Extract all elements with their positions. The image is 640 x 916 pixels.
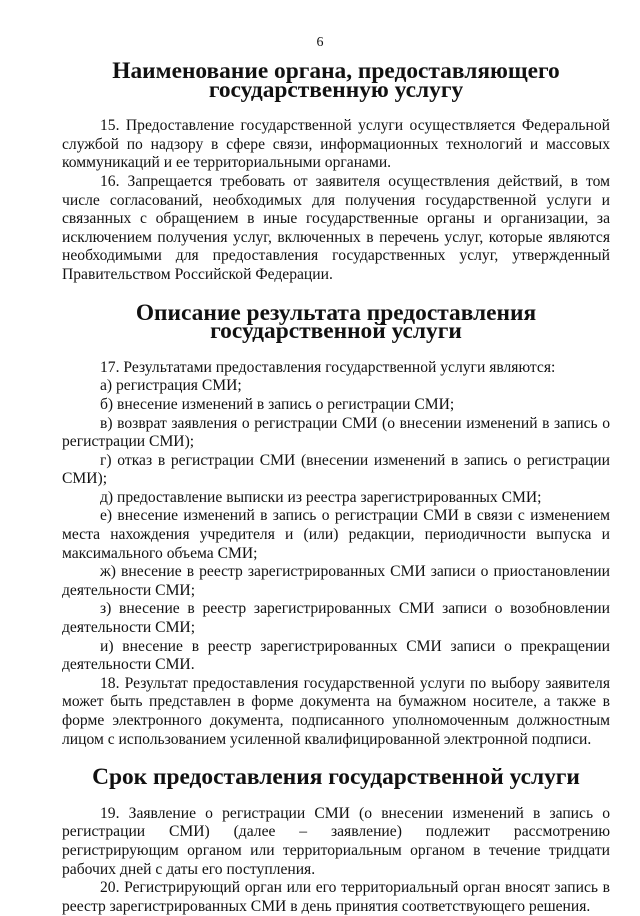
paragraph-18: 18. Результат предоставления государственной услуги по выбору заявителя может быть представлен в форме документа на бумажном носителе, а также в форме электронного документа, подписанного уполномоченным должностным лицом с использованием усиленной квалифицированной электронной подписи.	[62, 674, 610, 748]
list-item-d: д) предоставление выписки из реестра зарегистрированных СМИ;	[100, 488, 542, 506]
paragraph-17: 17. Результатами предоставления государственной услуги являются:	[100, 358, 556, 376]
paragraph-19: 19. Заявление о регистрации СМИ (о внесении изменений в запись о регистрации СМИ) (далее – заявление) подлежит рассмотрению регистрирующим органом или территориальным органом в течение тридцати рабочих дней с даты его поступления.	[62, 804, 610, 878]
list-item-e: е) внесение изменений в запись о регистрации СМИ в связи с изменением места нахождения учредителя и (или) редакции, периодичности выпуска и максимального объема СМИ;	[62, 507, 610, 562]
section-heading-authority: Наименование органа, предоставляющего государственную услугу	[112, 58, 560, 103]
section-heading-term: Срок предоставления государственной услуги	[92, 764, 580, 791]
list-item-z: з) внесение в реестр зарегистрированных СМИ записи о возобновлении деятельности СМИ;	[62, 600, 610, 637]
list-item-g: г) отказ в регистрации СМИ (внесении изменений в запись о регистрации СМИ);	[62, 451, 610, 488]
list-item-b: б) внесение изменений в запись о регистрации СМИ;	[100, 395, 455, 413]
list-item-zh: ж) внесение в реестр зарегистрированных СМИ записи о приостановлении деятельности СМИ;	[62, 563, 610, 599]
document-body	[62, 58, 610, 916]
page-number: 6	[316, 35, 324, 50]
list-item-i: и) внесение в реестр зарегистрированных СМИ записи о прекращении деятельности СМИ.	[62, 637, 610, 674]
section-heading-result: Описание результата предоставления государственной услуги	[135, 299, 537, 345]
paragraph-15: 15. Предоставление государственной услуги осуществляется Федеральной службой по надзору в сфере связи, информационных технологий и массовых коммуникаций и ее территориальными органами.	[62, 117, 610, 172]
paragraph-20: 20. Регистрирующий орган или его территориальный орган вносят запись в реестр зарегистрированных СМИ в день принятия соответствующего решения.	[62, 879, 610, 915]
paragraph-16: 16. Запрещается требовать от заявителя осуществления действий, в том числе согласований, необходимых для получения государственной услуги и связанных с обращением в иные государственные органы и организации, за исключением получения услуг, включенных в перечень услуг, которые являются необходимыми для предоставления государственных услуг, утвержденный Правительством Российской Федерации.	[62, 172, 610, 283]
list-item-v: в) возврат заявления о регистрации СМИ (о внесении изменений в запись о регистрации СМИ);	[62, 414, 610, 451]
list-item-a: а) регистрация СМИ;	[100, 377, 242, 395]
